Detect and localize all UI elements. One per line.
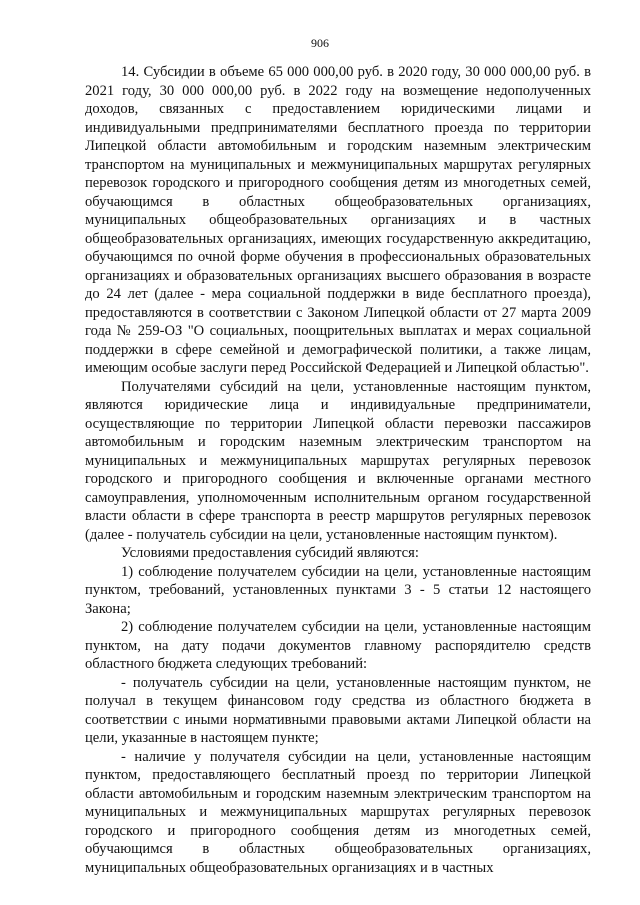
paragraph-requirement-no-funds: - получатель субсидии на цели, установленные настоящим пунктом, не получал в текущем финансовом году средства из областного бюджета в соответствии с иными нормативными правовыми актами Липецкой области на цели, указанные в настоящем пункте; [85,674,591,746]
document-body [85,63,591,877]
paragraph-condition-2: 2) соблюдение получателем субсидии на цели, установленные настоящим пунктом, на дату подачи документов главному распорядителю средств областного бюджета следующих требований: [85,619,591,672]
page-number: 906 [311,36,329,50]
paragraph-subsidy-14: 14. Субсидии в объеме 65 000 000,00 руб. в 2020 году, 30 000 000,00 руб. в 2021 году, 30 000 000,00 руб. в 2022 году на возмещение недополученных доходов, связанных с предоставлением юридическими лицами и индивидуальными предпринимателями бесплатного проезда по территории Липецкой области автомобильным и городским наземным электрическим транспортом на муниципальных и межмуниципальных маршрутах регулярных перевозок городского и пригородного сообщения детям из многодетных семей, обучающимся в областных общеобразовательных организациях, муниципальных общеобразовательных организациях и в частных общеобразовательных организациях, имеющих государственную аккредитацию, обучающимся по очной форме обучения в профессиональных образовательных организациях и образовательных организациях высшего образования в возрасте до 24 лет (далее - мера социальной поддержки в виде бесплатного проезда), предоставляются в соответствии с Законом Липецкой области от 27 марта 2009 года № 259-ОЗ "О социальных, поощрительных выплатах и мерах социальной поддержки в сфере семейной и демографической политики, а также лицам, имеющим особые заслуги перед Российской Федерацией и Липецкой областью". [85,64,591,376]
paragraph-requirement-free-travel: - наличие у получателя субсидии на цели, установленные настоящим пунктом, предоставляющего бесплатный проезд по территории Липецкой области автомобильным и городским наземным электрическим транспортом на муниципальных и межмуниципальных маршрутах регулярных перевозок городского и пригородного сообщения детям из многодетных семей, обучающимся в областных общеобразовательных организациях, муниципальных общеобразовательных организациях и в частных [85,748,591,876]
paragraph-conditions-heading: Условиями предоставления субсидий являются: [121,545,419,561]
paragraph-recipients: Получателями субсидий на цели, установленные настоящим пунктом, являются юридические лица и индивидуальные предприниматели, осуществляющие по территории Липецкой области перевозки пассажиров автомобильным и городским наземным электрическим транспортом на муниципальных и межмуниципальных маршрутах регулярных перевозок городского и пригородного сообщения и включенные органами местного самоуправления, уполномоченным исполнительным органом государственной власти области в сфере транспорта в реестр маршрутов регулярных перевозок (далее - получатель субсидии на цели, установленные настоящим пунктом). [85,378,591,543]
paragraph-condition-1: 1) соблюдение получателем субсидии на цели, установленные настоящим пунктом, требований, установленных пунктами 3 - 5 статьи 12 настоящего Закона; [85,563,591,617]
